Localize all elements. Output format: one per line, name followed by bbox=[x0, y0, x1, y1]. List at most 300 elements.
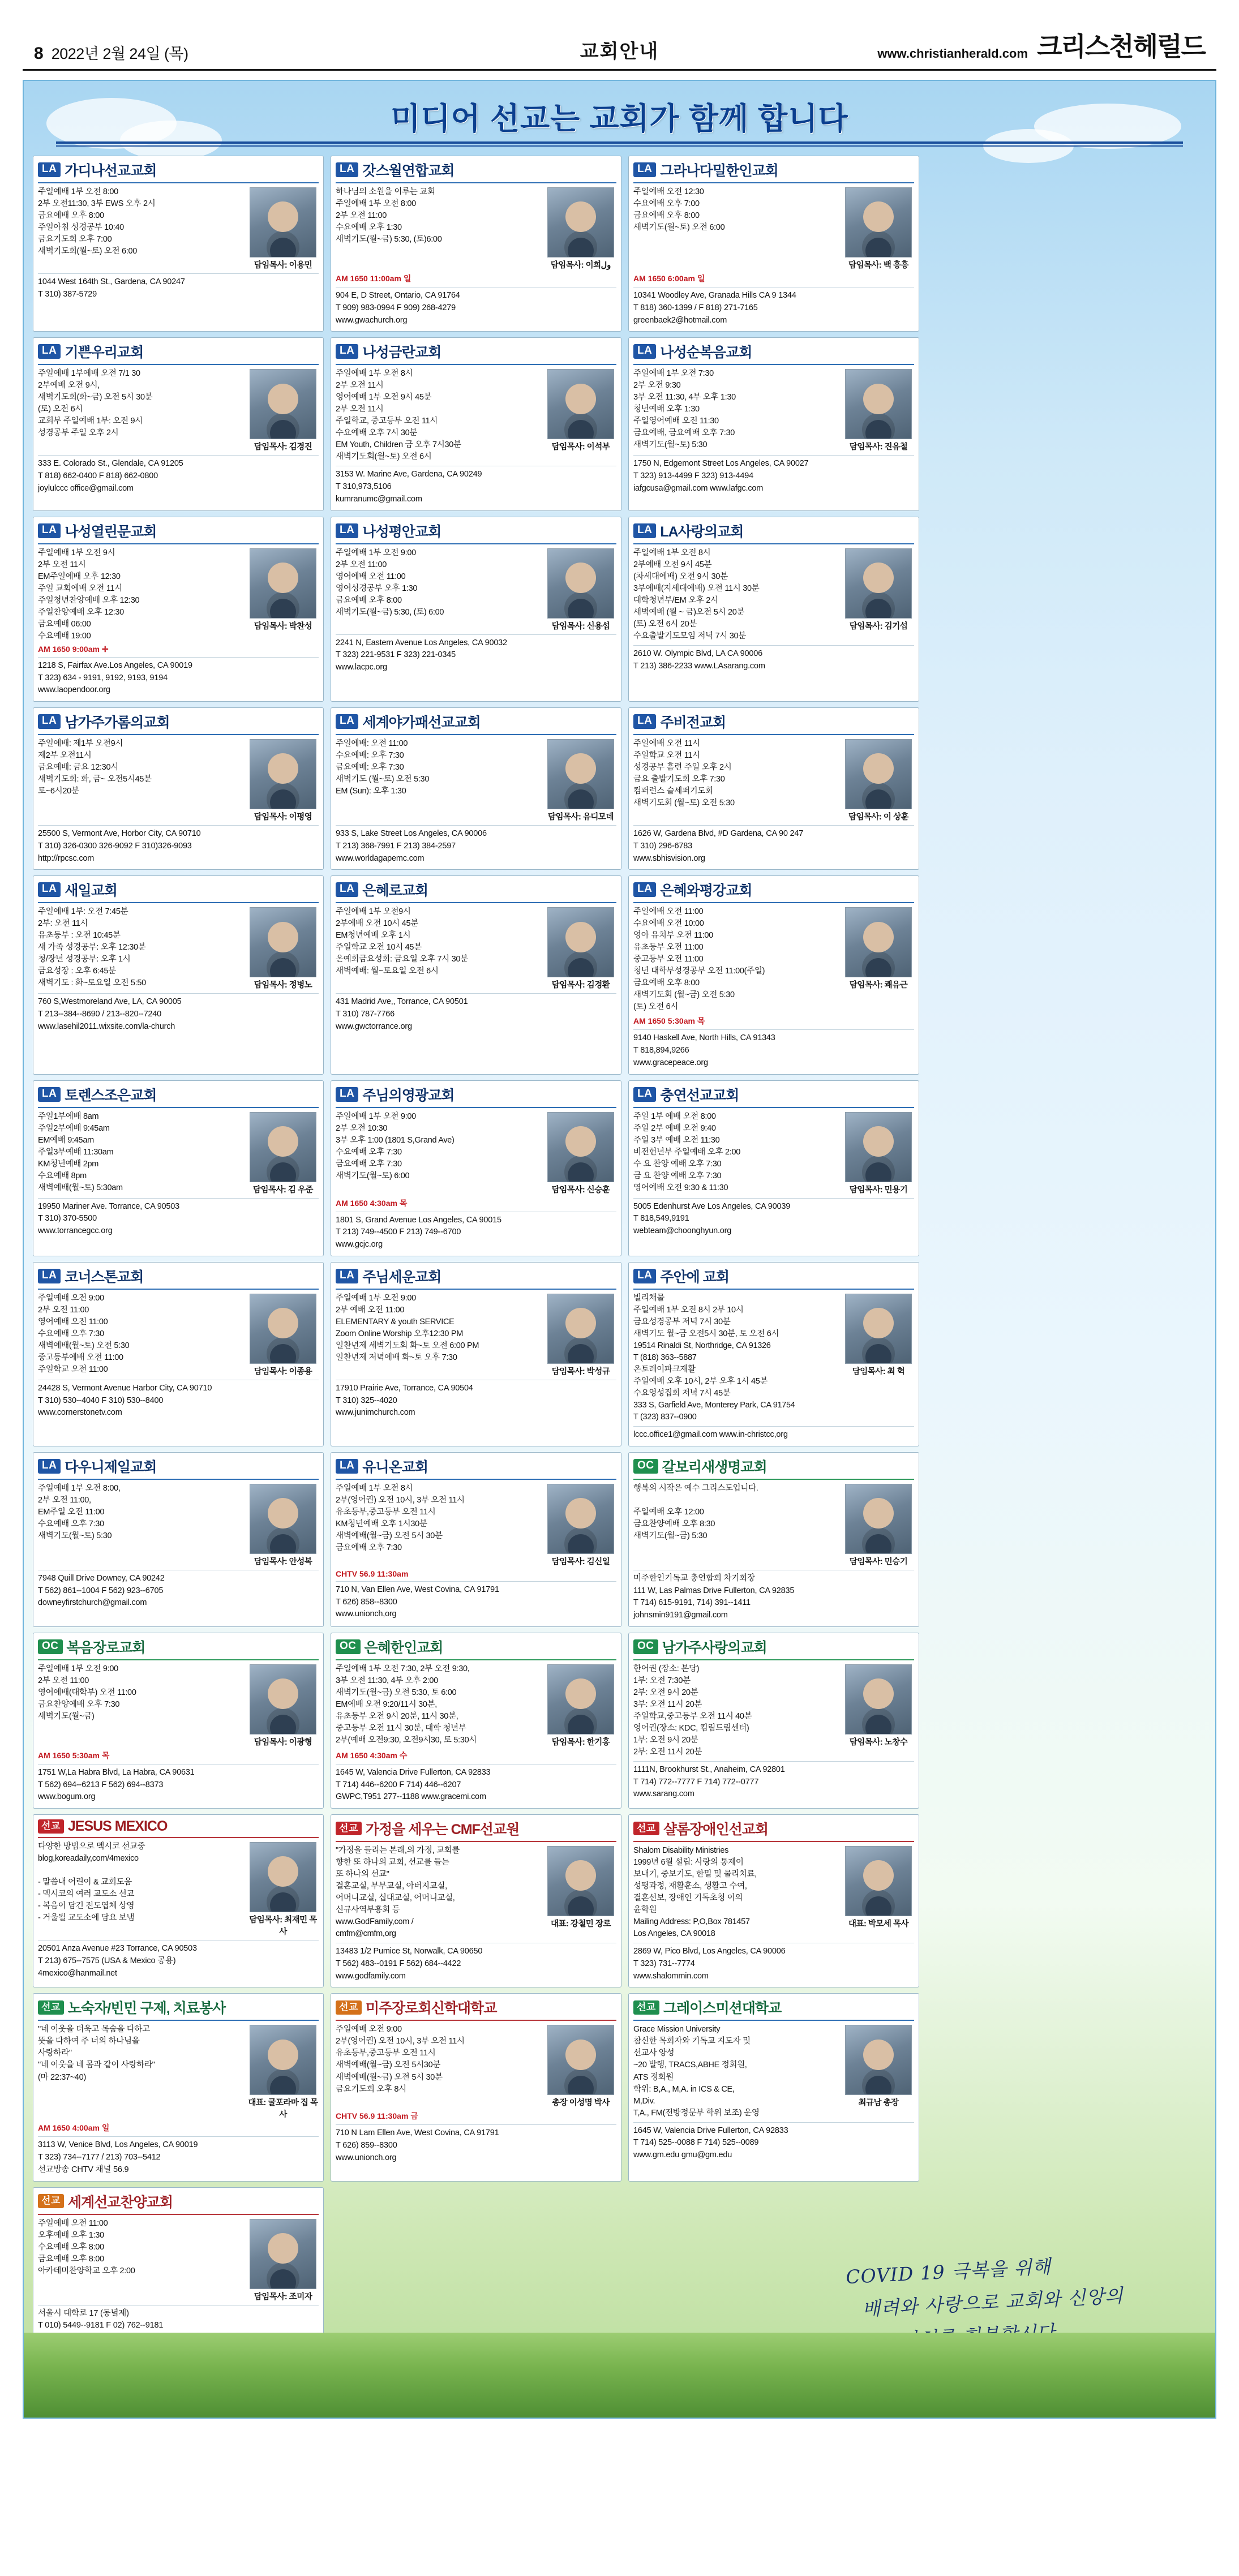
service-schedule: 주일예배 1부: 오전 7:45분 2부: 오전 11시 유초등부 : 오전 10:45분 새 가족 성경공부: 오후 12:30분 청/장년 성경공부: 오후 1시 금요성장 : 오후 6:45분 새벽기도 : 화~토요일 오전 5:50 bbox=[38, 907, 146, 988]
church-name: 코너스톤교회 bbox=[65, 1269, 144, 1285]
church-contact: 933 S, Lake Street Los Angeles, CA 90006 T 213) 368-7991 F 213) 384-2597 www.worldagapemc.com bbox=[336, 825, 616, 865]
pastor-portrait-block bbox=[843, 1294, 914, 1423]
broadcast-schedule: AM 1650 6:00am 일 bbox=[633, 274, 705, 283]
church-card[interactable] bbox=[331, 337, 621, 510]
card-body bbox=[336, 186, 616, 271]
broadcast-schedule: AM 1650 9:00am ✛ bbox=[38, 644, 109, 654]
card-header bbox=[336, 1997, 616, 2017]
card-header bbox=[633, 1456, 914, 1476]
service-schedule: 다양한 방법으로 멕시코 선교중 blog,koreadaily,com/4mexico - 말씀내 어린이 & 교회도움 - 멕시코의 여러 교도소 선교 - 복음이 담긴 전도엽체 상영 - 거울될 교도소에 담요 보냄 bbox=[38, 1842, 145, 1923]
pastor-portrait-block bbox=[843, 1112, 914, 1195]
church-card[interactable] bbox=[33, 1993, 324, 2181]
pastor-name: 담임목사: 민용기 bbox=[849, 1185, 908, 1195]
broadcast-schedule: CHTV 56.9 11:30am bbox=[336, 1569, 409, 1578]
card-header bbox=[38, 879, 319, 900]
service-schedule: "가정을 들리는 본래,의 가정, 교회를 향한 또 하나의 교회, 선교를 들는 또 하나의 선교" 결혼교실, 부부교실, 아버지교실, 어머니교실, 십대교실, 어머니교실, 신규사역부흥회 등 www.GodFamily,com / cmfm@cmfm,org bbox=[336, 1846, 460, 1939]
church-card[interactable] bbox=[628, 156, 919, 332]
service-schedule: 주일예배 1부 오전9시 2부예배 오전 10시 45분 EM청년예배 오후 1시 주일학교 오전 10시 45분 온예회금요성회: 금요일 오후 7시 30분 새벽예배: 월~토요일 오전 6시 bbox=[336, 907, 468, 976]
service-schedule: 주일예배 1부 오전 9:00 2부 오전 11:00 영어예배 오전 11:00 영어성경공부 오후 1:30 금요예배 오후 8:00 새벽기도(월~금) 5:30, (토) 6:00 bbox=[336, 548, 444, 617]
pastor-name: 담임목사: 정병노 bbox=[254, 981, 312, 990]
card-body bbox=[633, 1845, 914, 1940]
church-card[interactable] bbox=[331, 1262, 621, 1446]
service-schedule: 주일예배: 오전 11:00 수요예배: 오후 7:30 금요예배: 오후 7:30 새벽기도 (월~토) 오전 5:30 EM (Sun): 오후 1:30 bbox=[336, 739, 430, 796]
church-name: 나성열린문교회 bbox=[65, 523, 157, 540]
church-card[interactable] bbox=[628, 517, 919, 702]
card-header bbox=[633, 341, 914, 362]
pastor-portrait-block bbox=[247, 907, 319, 990]
card-body bbox=[38, 738, 319, 822]
pastor-name: 담임목사: 유디모데 bbox=[548, 813, 614, 822]
header-divider bbox=[38, 1289, 319, 1290]
region-tag: 선교 bbox=[38, 1819, 64, 1834]
broadcast-schedule: AM 1650 5:30am 목 bbox=[633, 1016, 705, 1026]
region-tag: LA bbox=[336, 344, 358, 359]
church-name: 남가주가롬의교회 bbox=[65, 715, 170, 731]
pastor-name: 담임목사: 이희ول bbox=[550, 261, 611, 270]
pastor-photo bbox=[547, 1294, 614, 1364]
service-schedule: 행복의 시작은 예수 그리스도입니다. 주일예배 오후 12:00 금요찬양예배 오후 8:30 새벽기도(월~금) 5:30 bbox=[633, 1483, 758, 1540]
pastor-name: 담임목사: 김신일 bbox=[551, 1557, 610, 1566]
pastor-photo bbox=[250, 2219, 316, 2289]
card-header bbox=[38, 341, 319, 362]
pastor-photo bbox=[250, 187, 316, 257]
pastor-portrait-block bbox=[247, 2025, 319, 2120]
church-name: 주님의영광교회 bbox=[362, 1087, 455, 1104]
church-name: 충연선교교회 bbox=[660, 1087, 739, 1104]
church-name: 기쁜우리교회 bbox=[65, 345, 144, 361]
card-header bbox=[633, 521, 914, 541]
church-contact: 미주한인기독교 총연합회 차기회장 111 W, Las Palmas Drive Fullerton, CA 92835 T 714) 615-9191, 714) 391--1411 johnsmin9191@gmail.com bbox=[633, 1570, 914, 1622]
header-divider bbox=[633, 182, 914, 183]
church-card[interactable] bbox=[628, 1080, 919, 1256]
service-schedule: 주일예배 1부 오전 9:00 2부 오전 11:00 영어예배(대학부) 오전 11:00 금요찬양예배 오후 7:30 새벽기도(월~금) bbox=[38, 1664, 136, 1721]
masthead bbox=[23, 0, 1216, 71]
service-schedule: 주일예배 1부 오전 8:00 2부 오전11:30, 3부 EWS 오후 2시 금요예배 오후 8:00 주일아침 성경공부 10:40 금요기도회 오후 7:00 새벽기도회(월~토) 오전 6:00 bbox=[38, 187, 156, 256]
region-tag: LA bbox=[336, 1459, 358, 1474]
card-header bbox=[336, 1818, 616, 1839]
pastor-photo bbox=[845, 1294, 912, 1364]
church-card[interactable] bbox=[331, 1814, 621, 1987]
church-contact: 1645 W, Valencia Drive Fullerton, CA 92833 T 714) 446--6200 F 714) 446--6207 GWPC,T951 277--1188 www.gracemi.com bbox=[336, 1764, 616, 1804]
region-tag: 선교 bbox=[38, 2194, 64, 2208]
region-tag: OC bbox=[633, 1459, 658, 1474]
card-body bbox=[336, 1663, 616, 1748]
pastor-photo bbox=[547, 548, 614, 619]
pastor-name: 담임목사: 조미자 bbox=[254, 2292, 312, 2302]
card-body bbox=[336, 2024, 616, 2108]
pastor-portrait-block bbox=[843, 1664, 914, 1758]
service-schedule: 주일예배 1부 오전 8시 2부예배 오전 9시 45분 (차세대예배) 오전 9시 30분 3부예배(지세대예배) 오전 11시 30분 대학청년부/EM 오후 2시 새벽예배 (월 ~ 금)오전 5시 20분 (토) 오전 6시 20분 수요출발기도모임 저녁 7시 30분 bbox=[633, 548, 760, 641]
pastor-photo bbox=[250, 369, 316, 439]
pastor-photo bbox=[250, 907, 316, 977]
pastor-photo bbox=[250, 1842, 316, 1912]
pastor-portrait-block bbox=[545, 739, 616, 822]
church-contact: 13483 1/2 Pumice St, Norwalk, CA 90650 T 562) 483--0191 F 562) 684--4422 www.godfamily.com bbox=[336, 1943, 616, 1982]
pastor-photo bbox=[547, 907, 614, 977]
pastor-name: 담임목사: 김 우준 bbox=[253, 1185, 313, 1195]
service-schedule: 주일예배: 제1부 오전9시 제2부 오전11시 금요예배: 금요 12:30시 새벽기도회: 화, 금~ 오전5시45분 토~6시20분 bbox=[38, 739, 152, 796]
header-divider bbox=[633, 902, 914, 903]
pastor-name: 담임목사: 이용민 bbox=[254, 261, 312, 270]
region-tag: LA bbox=[38, 162, 61, 177]
church-name: 주비전교회 bbox=[660, 715, 726, 731]
church-name: 주님세운교회 bbox=[362, 1269, 441, 1285]
card-header bbox=[336, 711, 616, 732]
region-tag: LA bbox=[633, 523, 656, 538]
service-schedule: 주일예배 오전 11시 주일학교 오전 11시 성경공부 흠련 주일 오후 2시 금요 출발기도회 오후 7:30 컴퍼런스 슬세퍼기도회 새벽기도회 (월~토) 오전 5:30 bbox=[633, 739, 735, 808]
church-name: 그라나다밀한인교회 bbox=[660, 163, 778, 179]
church-name: 다우니제일교회 bbox=[65, 1459, 157, 1475]
church-card[interactable] bbox=[628, 1993, 919, 2181]
service-schedule: 주일예배 1부 오전 9:00 2부 오전 10:30 3부 오후 1:00 (1801 S,Grand Ave) 수요예배 오후 7:30 금요예배 오후 7:30 새벽기도(월~토) 6:00 bbox=[336, 1111, 455, 1180]
region-tag: 선교 bbox=[38, 2000, 64, 2015]
church-contact: 1751 W,La Habra Blvd, La Habra, CA 90631 T 562) 694--6213 F 562) 694--8373 www.bogum.org bbox=[38, 1764, 319, 1804]
church-contact: 20501 Anza Avenue #23 Torrance, CA 90503 T 213) 675--7575 (USA & Mexico 공용) 4mexico@hanmail.net bbox=[38, 1940, 319, 1980]
region-tag: LA bbox=[633, 882, 656, 897]
church-contact: 5005 Edenhurst Ave Los Angeles, CA 90039 T 818,549,9191 webteam@choonghyun.org bbox=[633, 1198, 914, 1238]
church-contact: lccc.office1@gmail.com www.in-christcc,org bbox=[633, 1426, 914, 1441]
card-body bbox=[336, 1293, 616, 1377]
pastor-name: 담임목사: 김경진 bbox=[254, 443, 312, 452]
card-header bbox=[633, 1637, 914, 1657]
pastor-portrait-block bbox=[843, 1484, 914, 1567]
card-header bbox=[336, 521, 616, 541]
church-card[interactable] bbox=[331, 707, 621, 870]
header-divider bbox=[633, 2020, 914, 2021]
pastor-photo bbox=[845, 1846, 912, 1916]
church-card[interactable] bbox=[628, 1452, 919, 1627]
church-card[interactable] bbox=[331, 875, 621, 1074]
header-divider bbox=[633, 1289, 914, 1290]
pastor-portrait-block bbox=[843, 1846, 914, 1940]
card-body bbox=[633, 906, 914, 1013]
church-name: 세계선교찬양교회 bbox=[67, 2194, 173, 2210]
service-schedule: "네 이웃을 더욱고 목숨을 다하고 뜻을 다하여 주 너의 하나님을 사랑하라" "네 이웃을 네 몸과 같이 사랑하라" (마 22:37~40) bbox=[38, 2025, 155, 2082]
pastor-photo bbox=[250, 1112, 316, 1182]
service-schedule: 빌리채물 주일예배 1부 오전 8시 2부 10시 금요성경공부 저녁 7시 30분 새벽기도 월~금 오전5시 30분, 토 오전 6시 19514 Rinaldi St, Northridge, CA 91326 T (818) 363--5887 온토레이파크재활 주일예배 오후 10시, 2부 오후 1시 45분 수요영성집회 저녁 7시 45분 333 S, Garfield Ave, Monterey Park, CA 91754 T (323) 837--0900 bbox=[633, 1293, 795, 1422]
church-card[interactable] bbox=[331, 1080, 621, 1256]
card-body bbox=[38, 2024, 319, 2120]
church-contact: 760 S,Westmoreland Ave, LA, CA 90005 T 213--384--8690 / 213--820--7240 www.lasehil2011.wixsite.com/la-church bbox=[38, 993, 319, 1033]
church-name: JESUS MEXICO bbox=[67, 1818, 168, 1835]
church-card[interactable] bbox=[33, 517, 324, 702]
header-divider bbox=[38, 543, 319, 544]
church-card[interactable] bbox=[628, 1262, 919, 1446]
header-divider bbox=[336, 1107, 616, 1108]
card-body bbox=[38, 1293, 319, 1377]
church-card[interactable] bbox=[331, 517, 621, 702]
card-header bbox=[336, 1266, 616, 1286]
header-divider bbox=[38, 182, 319, 183]
service-schedule: 주일예배 1부 오전 9시 2부 오전 11시 EM주일예배 오후 12:30 주일 교회예배 오전 11시 주일청년찬양예배 오후 12:30 주일찬양예배 오후 12:30 금요예배 06:00 수요예배 19:00 bbox=[38, 548, 140, 641]
broadcast-schedule: AM 1650 11:00am 일 bbox=[336, 274, 411, 283]
pastor-portrait-block bbox=[545, 2025, 616, 2108]
pastor-name: 담임목사: 김기섭 bbox=[849, 621, 908, 631]
pastor-photo bbox=[250, 1664, 316, 1734]
pastor-name: 담임목사: 최 혁 bbox=[852, 1367, 905, 1376]
card-header bbox=[633, 1997, 914, 2017]
region-tag: LA bbox=[336, 714, 358, 729]
pastor-photo bbox=[845, 187, 912, 257]
church-card[interactable] bbox=[331, 1993, 621, 2181]
card-header bbox=[633, 1818, 914, 1839]
pastor-name: 담임목사: 최재민 목사 bbox=[249, 1916, 317, 1937]
pastor-photo bbox=[845, 1112, 912, 1182]
card-body bbox=[633, 368, 914, 452]
card-header bbox=[336, 160, 616, 180]
pastor-portrait-block bbox=[247, 369, 319, 452]
service-schedule: 주일1부예배 8am 주일2부예배 9:45am EM예배 9:45am 주일3부예배 11:30am KM청년예배 2pm 수요예배 8pm 새벽예배(월~토) 5:30am bbox=[38, 1111, 123, 1192]
region-tag: LA bbox=[633, 1269, 656, 1283]
pastor-portrait-block bbox=[545, 548, 616, 632]
region-tag: LA bbox=[336, 162, 358, 177]
church-card[interactable] bbox=[33, 1080, 324, 1256]
card-body bbox=[633, 1483, 914, 1567]
broadcast-schedule: AM 1650 4:30am 목 bbox=[336, 1198, 408, 1208]
card-body bbox=[38, 906, 319, 990]
card-body bbox=[336, 368, 616, 463]
church-contact: 2241 N, Eastern Avenue Los Angeles, CA 90032 T 323) 221-9531 F 323) 221-0345 www.lacpc.org bbox=[336, 634, 616, 674]
handwritten-line-2: 배려와 사랑으로 교회와 신앙의 bbox=[861, 2284, 1124, 2320]
card-header bbox=[633, 160, 914, 180]
banner-rule bbox=[56, 145, 1182, 147]
header-divider bbox=[336, 2020, 616, 2021]
church-card[interactable] bbox=[331, 156, 621, 332]
church-contact: 431 Madrid Ave,, Torrance, CA 90501 T 310) 787-7766 www.gwctorrance.org bbox=[336, 993, 616, 1033]
pastor-portrait-block bbox=[545, 187, 616, 271]
pastor-photo bbox=[547, 1484, 614, 1554]
service-schedule: 주일예배 1부 오전 7:30 2부 오전 9:30 3부 오전 11:30, 4부 오후 1:30 청년예배 오후 1:30 주일영어예배 오전 11:30 금요예배, 금요예배 오후 7:30 새벽기도(월~토) 5:30 bbox=[633, 369, 736, 450]
header-divider bbox=[336, 734, 616, 735]
card-body bbox=[38, 368, 319, 452]
page-number: 8 bbox=[34, 44, 44, 63]
card-header bbox=[38, 1637, 319, 1657]
pastor-name: 최규남 총장 bbox=[858, 2098, 899, 2108]
region-tag: 선교 bbox=[633, 2000, 659, 2015]
card-body bbox=[38, 2218, 319, 2302]
region-tag: OC bbox=[336, 1639, 361, 1654]
region-tag: LA bbox=[38, 1269, 61, 1283]
pastor-portrait-block bbox=[247, 1842, 319, 1937]
card-header bbox=[336, 341, 616, 362]
pastor-photo bbox=[845, 1664, 912, 1734]
church-card[interactable] bbox=[33, 1814, 324, 1987]
section-title: 교회안내 bbox=[580, 41, 659, 62]
pastor-name: 대표: 굴포라마 집 목사 bbox=[248, 2098, 318, 2120]
church-contact: 2610 W. Olympic Blvd, LA CA 90006 T 213) 386-2233 www.LAsarang.com bbox=[633, 645, 914, 673]
church-name: 주안에 교회 bbox=[660, 1269, 730, 1285]
region-tag: LA bbox=[38, 714, 61, 729]
card-header bbox=[38, 1818, 319, 1835]
church-contact: 333 E. Colorado St., Glendale, CA 91205 T 818) 662-0400 F 818) 662-0800 joylulccc office@gmail.com bbox=[38, 455, 319, 495]
pastor-name: 담임목사: 쾌유근 bbox=[849, 981, 908, 990]
pastor-portrait-block bbox=[545, 1294, 616, 1377]
header-divider bbox=[336, 1841, 616, 1842]
service-schedule: 주일예배 오전 11:00 오후예배 오후 1:30 수요예배 오후 8:00 금요예배 오후 8:00 아카데미찬양학교 오후 2:00 bbox=[38, 2218, 135, 2276]
handwritten-line-1: COVID 19 극복을 위해 bbox=[845, 2255, 1052, 2288]
pastor-portrait-block bbox=[545, 1112, 616, 1195]
church-name: 가정을 세우는 CMF선교원 bbox=[365, 1822, 520, 1838]
church-card[interactable] bbox=[33, 1452, 324, 1627]
banner bbox=[33, 89, 1206, 156]
region-tag: 선교 bbox=[336, 2000, 362, 2015]
region-tag: LA bbox=[38, 1459, 61, 1474]
service-schedule: 주일예배 1부예배 오전 7/1 30 2부예배 오전 9시, 새벽기도회(화~금) 오전 5시 30분 (토) 오전 6시 교회부 주일예배 1부: 오전 9시 성경공부 주일 오후 2시 bbox=[38, 369, 153, 438]
card-header bbox=[336, 1084, 616, 1105]
header-divider bbox=[633, 1107, 914, 1108]
card-body bbox=[633, 1293, 914, 1423]
pastor-portrait-block bbox=[545, 1664, 616, 1748]
church-name: 그레이스미션대학교 bbox=[663, 2000, 782, 2017]
church-contact: 2869 W, Pico Blvd, Los Angeles, CA 90006 T 323) 731--7774 www.shalommin.com bbox=[633, 1943, 914, 1982]
publication-date: 2022년 2월 24일 (목) bbox=[51, 45, 188, 62]
region-tag: LA bbox=[336, 1269, 358, 1283]
church-contact: 904 E, D Street, Ontario, CA 91764 T 909) 983-0994 F 909) 268-4279 www.gwachurch.org bbox=[336, 287, 616, 327]
pastor-photo bbox=[547, 739, 614, 809]
pastor-portrait-block bbox=[247, 2219, 319, 2302]
pastor-name: 대표: 강철민 장로 bbox=[551, 1920, 611, 1929]
pastor-photo bbox=[547, 369, 614, 439]
church-name: 토렌스조은교회 bbox=[65, 1087, 157, 1104]
card-body bbox=[336, 1845, 616, 1940]
card-header bbox=[38, 2191, 319, 2212]
region-tag: LA bbox=[633, 162, 656, 177]
broadcast-schedule: CHTV 56.9 11:30am 금 bbox=[336, 2111, 418, 2121]
card-header bbox=[633, 1084, 914, 1105]
church-card[interactable] bbox=[33, 337, 324, 510]
pastor-name: 담임목사: 이평영 bbox=[254, 813, 312, 822]
region-tag: LA bbox=[38, 344, 61, 359]
church-card[interactable] bbox=[331, 1452, 621, 1627]
service-schedule: 주일예배 1부 오전 8시 2부 오전 11시 영어예배 1부 오전 9시 45분 2부 오전 11시 주일학교, 중고등부 오전 11시 수요예배 오후 7시 30분 EM Youth, Children 금 오후 7시30분 새벽기도회(월~토) 오전 6시 bbox=[336, 369, 461, 462]
card-body bbox=[633, 1663, 914, 1758]
pastor-name: 담임목사: 신용섭 bbox=[551, 621, 610, 631]
church-contact: 9140 Haskell Ave, North Hills, CA 91343 T 818,894,9266 www.gracepeace.org bbox=[633, 1029, 914, 1069]
pastor-name: 담임목사: 안성복 bbox=[254, 1557, 312, 1566]
pastor-name: 담임목사: 이 상훈 bbox=[848, 813, 908, 822]
church-contact: 1218 S, Fairfax Ave.Los Angeles, CA 90019 T 323) 634 - 9191, 9192, 9193, 9194 www.laopendoor.org bbox=[38, 657, 319, 697]
church-card[interactable] bbox=[33, 2187, 324, 2350]
church-contact: 1044 West 164th St., Gardena, CA 90247 T 310) 387-5729 bbox=[38, 273, 319, 301]
pastor-photo bbox=[547, 187, 614, 257]
card-body bbox=[38, 1841, 319, 1937]
church-card[interactable] bbox=[628, 337, 919, 510]
card-header bbox=[38, 521, 319, 541]
header-divider bbox=[336, 182, 616, 183]
card-body bbox=[336, 1111, 616, 1195]
church-card[interactable] bbox=[628, 875, 919, 1074]
pastor-portrait-block bbox=[545, 1846, 616, 1940]
church-name: 노숙자/빈민 구제, 치료봉사 bbox=[67, 2000, 226, 2017]
header-divider bbox=[633, 543, 914, 544]
header-divider bbox=[633, 364, 914, 365]
region-tag: OC bbox=[633, 1639, 658, 1654]
pastor-portrait-block bbox=[545, 907, 616, 990]
pastor-name: 담임목사: 이종용 bbox=[254, 1367, 312, 1376]
church-contact: 7948 Quill Drive Downey, CA 90242 T 562) 861--1004 F 562) 923--6705 downeyfirstchurch@gmail.com bbox=[38, 1570, 319, 1609]
church-contact: 25500 S, Vermont Ave, Horbor City, CA 90710 T 310) 326-0300 326-9092 F 310)326-9093 http://rpcsc.com bbox=[38, 825, 319, 865]
church-name: 샬롬장애인선교회 bbox=[663, 1822, 769, 1838]
header-divider bbox=[336, 1479, 616, 1480]
church-contact: 1626 W, Gardena Blvd, #D Gardena, CA 90 247 T 310) 296-6783 www.sbhisvision.org bbox=[633, 825, 914, 865]
card-body bbox=[633, 547, 914, 642]
pastor-name: 담임목사: 노창수 bbox=[849, 1737, 908, 1747]
region-tag: LA bbox=[336, 523, 358, 538]
pastor-portrait-block bbox=[247, 1664, 319, 1748]
card-body bbox=[38, 1483, 319, 1567]
card-header bbox=[633, 711, 914, 732]
church-card[interactable] bbox=[33, 707, 324, 870]
region-tag: 선교 bbox=[633, 1822, 659, 1836]
pastor-photo bbox=[250, 1484, 316, 1554]
pastor-portrait-block bbox=[247, 548, 319, 642]
region-tag: OC bbox=[38, 1639, 63, 1654]
pastor-photo bbox=[547, 1112, 614, 1182]
service-schedule: Grace Mission University 참신한 목회자와 기독교 지도자 및 선교사 양성 ~20 발행, TRACS,ABHE 정회원, ATS 정회원 학위: B,A., M,A. in ICS & CE, M,Div. T,A., FM(전방정문부 학위 보조) 운영 bbox=[633, 2025, 760, 2118]
church-card[interactable] bbox=[628, 1814, 919, 1987]
church-card[interactable] bbox=[331, 1633, 621, 1809]
header-divider bbox=[336, 1289, 616, 1290]
card-body bbox=[38, 186, 319, 271]
church-name: 갓스월연합교회 bbox=[362, 163, 455, 179]
church-card[interactable] bbox=[33, 1262, 324, 1446]
pastor-name: 담임목사: 이석부 bbox=[551, 443, 610, 452]
church-card[interactable] bbox=[628, 1633, 919, 1809]
church-name: 복음장로교회 bbox=[66, 1639, 145, 1656]
church-contact: 1801 S, Grand Avenue Los Angeles, CA 90015 T 213) 749--4500 F 213) 749--6700 www.gcjc.org bbox=[336, 1212, 616, 1251]
church-card[interactable] bbox=[628, 707, 919, 870]
pastor-portrait-block bbox=[843, 369, 914, 452]
church-contact: 1111N, Brookhurst St., Anaheim, CA 92801 T 714) 772--7777 F 714) 772--0777 www.sarang.com bbox=[633, 1761, 914, 1801]
region-tag: 선교 bbox=[336, 1822, 362, 1836]
service-schedule: 주일예배 오전 9:00 2부 오전 11:00 영어예배 오전 11:00 수요예배 오후 7:30 새벽예배(월~토) 오전 5:30 중고등부예배 오전 11:00 주일학교 오전 11:00 bbox=[38, 1293, 130, 1374]
ad-board bbox=[23, 80, 1216, 2419]
pastor-photo bbox=[547, 1846, 614, 1916]
card-header bbox=[336, 879, 616, 900]
header-divider bbox=[38, 2214, 319, 2215]
card-body bbox=[336, 738, 616, 822]
church-contact: 1750 N, Edgemont Street Los Angeles, CA 90027 T 323) 913-4499 F 323) 913-4494 iafgcusa@gmail.com www.lafgc.com bbox=[633, 455, 914, 495]
banner-title: 미디어 선교는 교회가 함께 합니다 bbox=[391, 102, 848, 136]
region-tag: LA bbox=[38, 523, 61, 538]
website-url[interactable]: www.christianherald.com bbox=[877, 46, 1028, 61]
header-divider bbox=[336, 364, 616, 365]
service-schedule: 주일예배 오전 11:00 수요예배 오전 10:00 영아 유치부 오전 11:00 유초등부 오전 11:00 중고등부 오전 11:00 청년 대학부성경공부 오전 11:00(주일) 금요예배 오후 8:00 새벽기도회 (월~금) 오전 5:30 (토) 오전 6시 bbox=[633, 907, 765, 1012]
church-name: LA사랑의교회 bbox=[660, 523, 744, 540]
church-name: 가디나선교교회 bbox=[65, 163, 157, 179]
church-contact: 서울시 대학로 17 (동녘제) T 010) 5449--9181 F 02) 762--9181 bbox=[38, 2305, 319, 2345]
church-contact: 710 N, Van Ellen Ave, West Covina, CA 91791 T 626) 858--8300 www.unionch,org bbox=[336, 1581, 616, 1621]
pastor-portrait-block bbox=[247, 1112, 319, 1195]
church-card[interactable] bbox=[33, 1633, 324, 1809]
church-card[interactable] bbox=[33, 875, 324, 1074]
church-card[interactable] bbox=[33, 156, 324, 332]
grass-decoration bbox=[24, 2333, 1215, 2418]
pastor-portrait-block bbox=[545, 1484, 616, 1567]
pastor-photo bbox=[845, 739, 912, 809]
pastor-photo bbox=[250, 2025, 316, 2095]
header-divider bbox=[38, 1659, 319, 1660]
publication-logo: 크리스천헤럴드 bbox=[1036, 32, 1205, 61]
pastor-portrait-block bbox=[247, 1294, 319, 1377]
banner-rule bbox=[56, 141, 1182, 144]
card-body bbox=[336, 547, 616, 632]
broadcast-schedule: AM 1650 5:30am 목 bbox=[38, 1750, 110, 1760]
church-contact: 710 N Lam Ellen Ave, West Covina, CA 91791 T 626) 859--8300 www.unionch.org bbox=[336, 2124, 616, 2164]
church-name: 은혜로교회 bbox=[362, 883, 428, 899]
church-name: 남가주사랑의교회 bbox=[662, 1639, 767, 1656]
region-tag: LA bbox=[38, 882, 61, 897]
